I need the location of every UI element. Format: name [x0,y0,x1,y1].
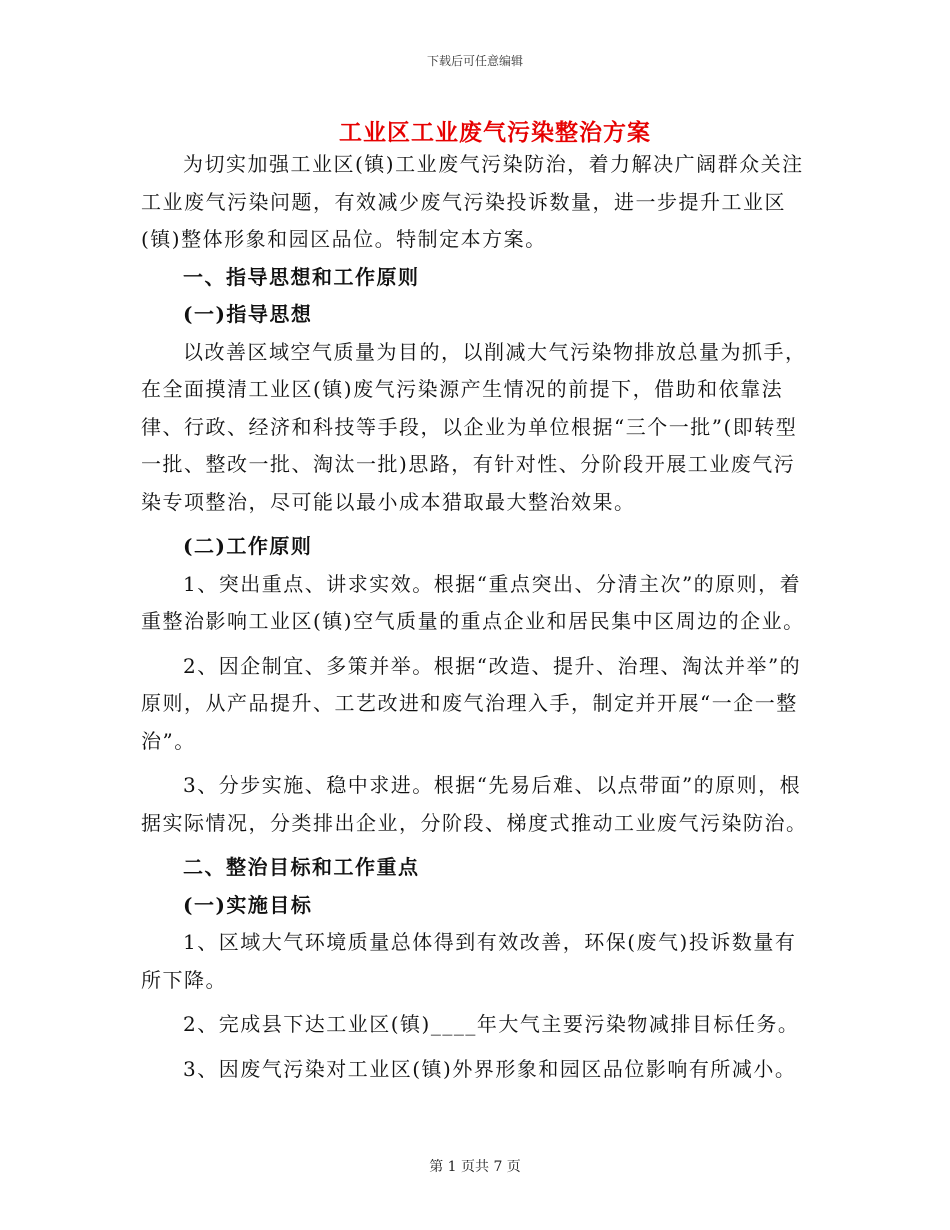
principle-3-paragraph: 3、分步实施、稳中求进。根据“先易后难、以点带面”的原则，根据实际情况，分类排出企业，分阶段、梯度式推动工业废气污染防治。 [141,773,808,835]
target-3-paragraph: 3、因废气污染对工业区(镇)外界形象和园区品位影响有所减小。 [183,1056,797,1081]
principle-2-paragraph: 2、因企制宜、多策并举。根据“改造、提升、治理、淘汰并举”的原则，从产品提升、工艺改进和废气治理入手，制定并开展“一企一整治”。 [141,653,802,753]
section-heading-2: 二、整治目标和工作重点 [183,855,420,879]
document-title: 工业区工业废气污染整治方案 [339,119,651,146]
subsection-heading-1-1: (一)指导思想 [183,302,313,326]
guiding-ideology-paragraph: 以改善区域空气质量为目的，以削减大气污染物排放总量为抓手，在全面摸清工业区(镇)废气污染源产生情况的前提下，借助和依靠法律、行政、经济和科技等手段，以企业为单位根据“三个一批”(即转型一批、整改一批、淘汰一批)思路，有针对性、分阶段开展工业废气污染专项整治，尽可能以最小成本猎取最大整治效果。 [141,339,807,514]
intro-paragraph: 为切实加强工业区(镇)工业废气污染防治，着力解决广阔群众关注工业废气污染问题，有效减少废气污染投诉数量，进一步提升工业区(镇)整体形象和园区品位。特制定本方案。 [141,152,804,251]
target-1-paragraph: 1、区域大气环境质量总体得到有效改善，环保(废气)投诉数量有所下降。 [141,930,797,992]
target-2-paragraph: 2、完成县下达工业区(镇)____年大气主要污染物减排目标任务。 [183,1012,800,1036]
section-heading-1: 一、指导思想和工作原则 [183,264,420,289]
principle-1-paragraph: 1、突出重点、讲求实效。根据“重点突出、分清主次”的原则，着重整治影响工业区(镇)空气质量的重点企业和居民集中区周边的企业。 [141,571,805,633]
page-header-note: 下载后可任意编辑 [426,54,523,68]
subsection-heading-2-1: (一)实施目标 [183,892,313,917]
page-number: 第 1 页共 7 页 [429,1159,521,1175]
subsection-heading-1-2: (二)工作原则 [183,534,313,558]
document-body [141,146,809,1088]
